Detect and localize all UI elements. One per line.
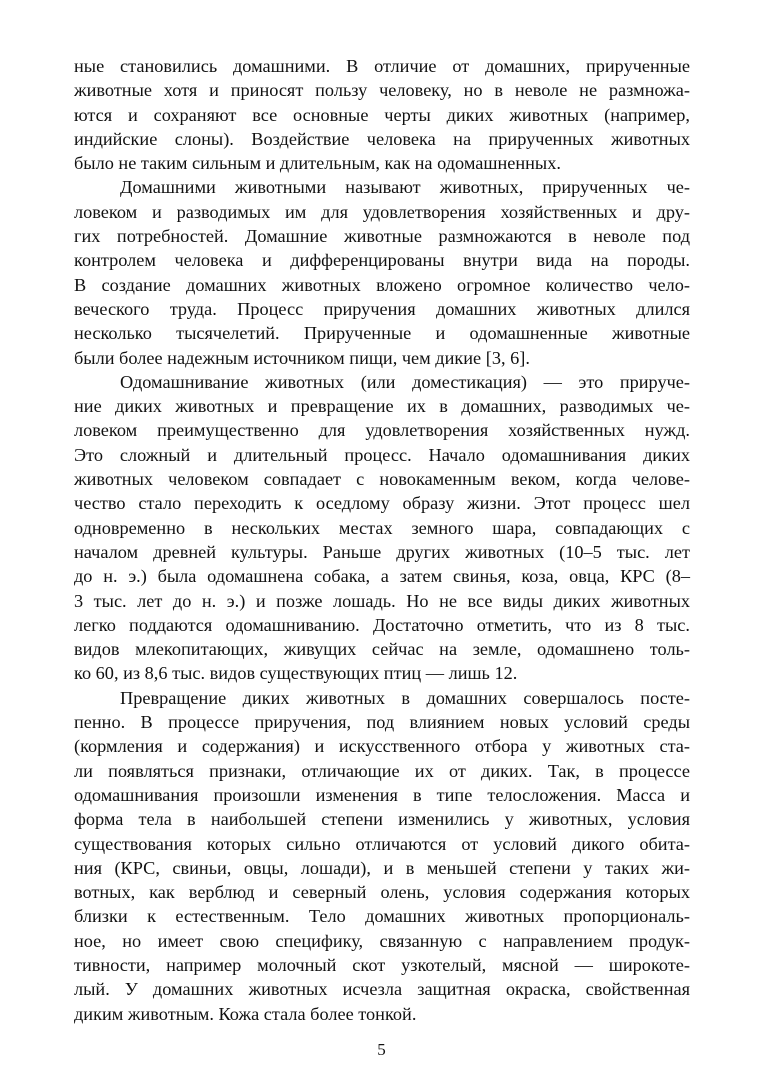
text-line: лый. У домашних животных исчезла защитная окраска, свойственная xyxy=(74,979,690,1000)
text-line: ные становились домашними. В отличие от домашних, прирученные xyxy=(74,56,690,76)
text-line: животных человеком совпадает с новокаменным веком, когда челове- xyxy=(74,469,690,490)
paragraph-4 xyxy=(74,686,690,1026)
text-line: несколько тысячелетий. Прирученные и одомашненные животные xyxy=(74,323,690,344)
text-line: ния (КРС, свиньи, овцы, лошади), и в меньшей степени у таких жи- xyxy=(74,857,690,878)
text-line: ко 60, из 8,6 тыс. видов существующих птиц — лишь 12. xyxy=(74,663,518,684)
text-line: ли появляться признаки, отличающие их от диких. Так, в процессе xyxy=(74,760,690,781)
text-line: гих потребностей. Домашние животные размножаются в неволе под xyxy=(74,226,690,247)
text-line: животные хотя и приносят пользу человеку, но в неволе не размножа- xyxy=(74,80,690,101)
text-line: диким животным. Кожа стала более тонкой. xyxy=(74,1003,417,1024)
text-line: Превращение диких животных в домашних совершалось посте- xyxy=(120,687,690,708)
paragraph-2 xyxy=(74,175,690,369)
text-line: вотных, как верблюд и северный олень, условия содержания которых xyxy=(74,882,690,903)
text-line: легко поддаются одомашниванию. Достаточно отметить, что из 8 тыс. xyxy=(74,614,690,635)
text-line: близки к естественным. Тело домашних животных пропорциональ- xyxy=(74,906,690,927)
text-line: пенно. В процессе приручения, под влиянием новых условий среды xyxy=(74,712,690,733)
page-number: 5 xyxy=(377,1040,386,1059)
text-line: индийские слоны). Воздействие человека на прирученных животных xyxy=(74,128,690,149)
text-line: 3 тыс. лет до н. э.) и позже лошадь. Но не все виды диких животных xyxy=(74,590,690,611)
text-line: ловеком преимущественно для удовлетворения хозяйственных нужд. xyxy=(74,420,690,441)
text-line: ловеком и разводимых им для удовлетворения хозяйственных и дру- xyxy=(74,201,690,222)
text-line: чество стало переходить к оседлому образу жизни. Этот процесс шел xyxy=(74,493,690,514)
page-body xyxy=(74,54,690,1026)
text-line: одновременно в нескольких местах земного шара, совпадающих с xyxy=(74,517,690,538)
text-line: тивности, например молочный скот узкотелый, мясной — широкоте- xyxy=(74,954,690,975)
text-line: одомашнивания произошли изменения в типе телосложения. Масса и xyxy=(74,784,690,805)
text-line: существования которых сильно отличаются от условий дикого обита- xyxy=(74,833,690,854)
text-line: Домашними животными называют животных, прирученных че- xyxy=(120,177,690,198)
text-line: началом древней культуры. Раньше других животных (10–5 тыс. лет xyxy=(74,541,690,562)
text-line: контролем человека и дифференцированы внутри вида на породы. xyxy=(74,250,690,271)
text-line: было не таким сильным и длительным, как на одомашненных. xyxy=(74,153,561,174)
text-line: были более надежным источником пищи, чем дикие [3, 6]. xyxy=(74,347,530,368)
text-line: ное, но имеет свою специфику, связанную с направлением продук- xyxy=(74,930,690,951)
paragraph-1 xyxy=(74,54,690,175)
text-line: веческого труда. Процесс приручения домашних животных длился xyxy=(74,298,690,319)
text-line: Одомашнивание животных (или доместикация) — это прируче- xyxy=(120,371,690,392)
text-line: В создание домашних животных вложено огромное количество чело- xyxy=(74,274,690,295)
text-line: видов млекопитающих, живущих сейчас на земле, одомашнено толь- xyxy=(74,639,690,660)
text-line: (кормления и содержания) и искусственного отбора у животных ста- xyxy=(74,736,690,757)
text-line: ются и сохраняют все основные черты диких животных (например, xyxy=(74,104,690,125)
paragraph-3 xyxy=(74,370,690,686)
text-line: Это сложный и длительный процесс. Начало одомашнивания диких xyxy=(74,444,690,465)
text-line: до н. э.) была одомашнена собака, а затем свинья, коза, овца, КРС (8– xyxy=(74,566,690,587)
text-line: ние диких животных и превращение их в домашних, разводимых че- xyxy=(74,396,690,417)
text-line: форма тела в наибольшей степени изменились у животных, условия xyxy=(74,809,690,830)
